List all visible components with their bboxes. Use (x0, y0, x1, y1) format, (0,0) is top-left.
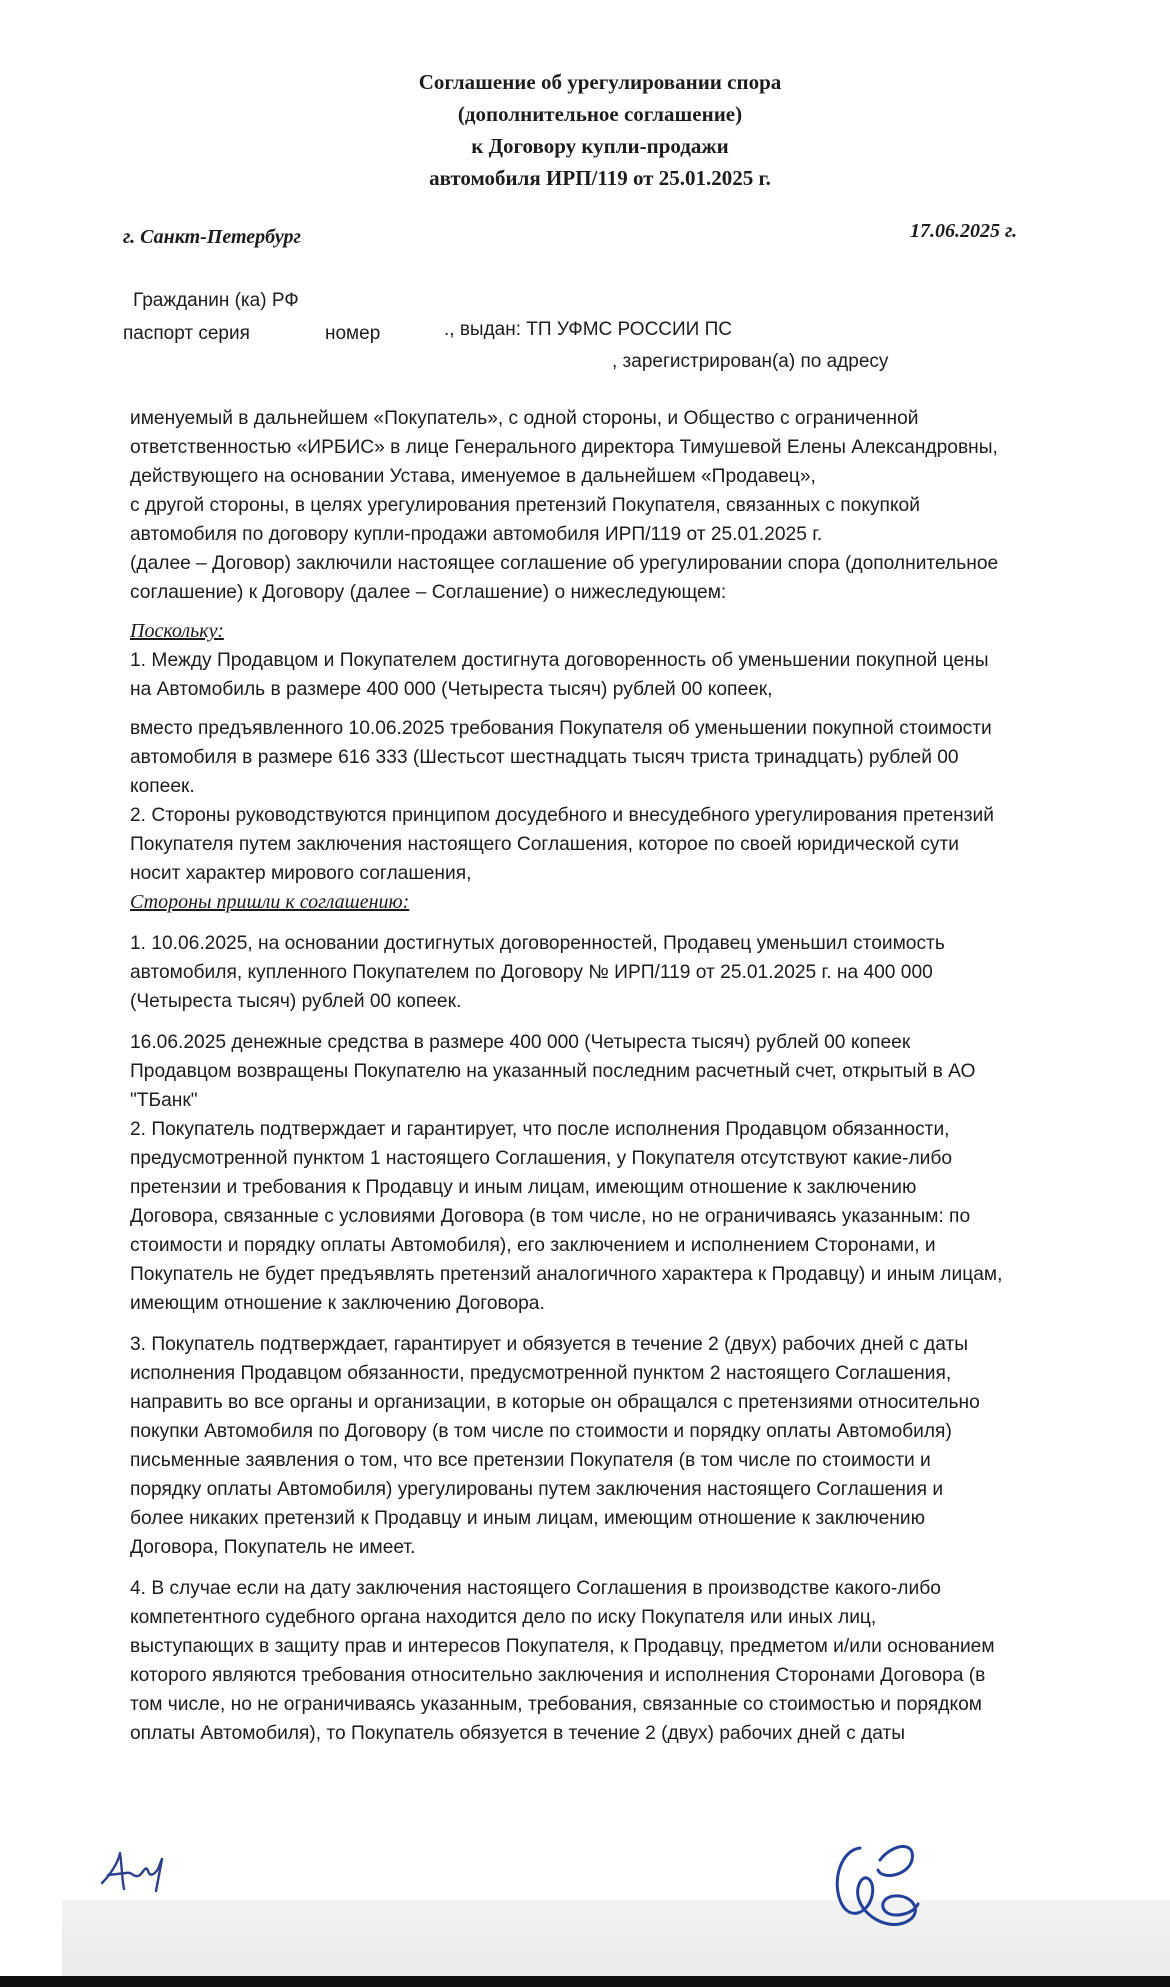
text-line: Договора, связанные с условиями Договора (в том числе, но не ограничиваясь указанным: по (130, 1206, 971, 1227)
text-line: том числе, но не ограничиваясь указанным, требования, связанные со стоимостью и порядком (130, 1694, 982, 1715)
text-line: порядку оплаты Автомобиля) урегулированы путем заключения настоящего Соглашения и (130, 1479, 944, 1500)
text-line: претензии и требования к Продавцу и иным лицам, имеющим отношение к заключению (130, 1177, 917, 1198)
text-line: "ТБанк" (130, 1090, 198, 1111)
text-line: именуемый в дальнейшем «Покупатель», с одной стороны, и Общество с ограниченной (130, 408, 919, 429)
text-line: компетентного судебного органа находится дело по иску Покупателя или иных лиц, (130, 1607, 877, 1628)
text-line: 2. Стороны руководствуются принципом досудебного и внесудебного урегулирования претензий (130, 805, 994, 826)
text-line: Покупатель не будет предъявлять претензий аналогичного характера к Продавцу) и иным лицам, (130, 1264, 1003, 1285)
document-title (300, 66, 900, 194)
text-line: 4. В случае если на дату заключения настоящего Соглашения в производстве какого-либо (130, 1578, 941, 1599)
clause-1-refund (130, 1028, 1090, 1115)
place-of-signing: г. Санкт-Петербург (123, 226, 301, 248)
text-line: носит характер мирового соглашения, (130, 863, 472, 884)
buyer-initials (96, 1845, 176, 1895)
passport-series-label: паспорт серия (123, 323, 250, 344)
title-line: (дополнительное соглашение) (457, 102, 743, 126)
text-line: стоимости и порядку оплаты Автомобиля), его заключением и исполнением Сторонами, и (130, 1235, 936, 1256)
text-line: автомобиля по договору купли-продажи автомобиля ИРП/119 от 25.01.2025 г. (130, 524, 823, 545)
text-line: направить во все органы и организации, в которые он обращался с претензиями относительно (130, 1392, 980, 1413)
document-date: 17.06.2025 г. (910, 220, 1018, 242)
text-line: оплаты Автомобиля), то Покупатель обязуется в течение 2 (двух) рабочих дней с даты (130, 1723, 906, 1744)
title-line: Соглашение об урегулировании спора (418, 70, 782, 94)
text-line: выступающих в защиту прав и интересов Покупателя, к Продавцу, предметом и/или основанием (130, 1636, 995, 1657)
text-line: автомобиля, купленного Покупателем по Договору № ИРП/119 от 25.01.2025 г. на 400 000 (130, 962, 933, 983)
whereas-item-1 (130, 646, 1090, 704)
text-line: исполнения Продавцом обязанности, предусмотренной пунктом 2 настоящего Соглашения, (130, 1363, 952, 1384)
clause-4 (130, 1574, 1090, 1748)
whereas-item-2 (130, 801, 1090, 888)
text-line: 2. Покупатель подтверждает и гарантирует, что после исполнения Продавцом обязанности, (130, 1119, 950, 1140)
text-line: с другой стороны, в целях урегулирования претензий Покупателя, связанных с покупкой (130, 495, 920, 516)
text-line: 1. 10.06.2025, на основании достигнутых договоренностей, Продавец уменьшил стоимость (130, 933, 945, 954)
text-line: Продавцом возвращены Покупателю на указанный последним расчетный счет, открытый в АО (130, 1061, 976, 1082)
text-line: автомобиля в размере 616 333 (Шестьсот шестнадцать тысяч триста тринадцать) рублей 00 (130, 747, 959, 768)
text-line: на Автомобиль в размере 400 000 (Четыреста тысяч) рублей 00 копеек, (130, 679, 773, 700)
whereas-item-1-continued (130, 714, 1090, 801)
text-line: Договора, Покупатель не имеет. (130, 1537, 416, 1558)
text-line: действующего на основании Устава, именуемое в дальнейшем «Продавец», (130, 466, 816, 487)
clause-3 (130, 1330, 1090, 1562)
text-line: соглашение) к Договору (далее – Соглашение) о нижеследующем: (130, 582, 727, 603)
agreed-heading: Стороны пришли к соглашению: (130, 891, 410, 913)
text-line: более никаких претензий к Продавцу и иным лицам, имеющим отношение к заключению (130, 1508, 925, 1529)
title-line: автомобиля ИРП/119 от 25.01.2025 г. (429, 166, 771, 190)
text-line: письменные заявления о том, что все претензии Покупателя (в том числе по стоимости и (130, 1450, 931, 1471)
title-line: к Договору купли-продажи (471, 134, 729, 158)
text-line: (Четыреста тысяч) рублей 00 копеек. (130, 991, 462, 1012)
document-body (130, 404, 1090, 1748)
page-bottom-margin (62, 1900, 1170, 1987)
registration-address-label: , зарегистрирован(а) по адресу (612, 351, 889, 372)
text-line: копеек. (130, 776, 195, 797)
scan-bottom-edge (0, 1976, 1170, 1987)
intro-paragraph (130, 404, 1090, 607)
seller-signature (820, 1830, 940, 1940)
passport-number-label: номер (325, 323, 381, 344)
text-line: имеющим отношение к заключению Договора. (130, 1293, 545, 1314)
text-line: покупки Автомобиля по Договору (в том числе по стоимости и порядку оплаты Автомобиля) (130, 1421, 952, 1442)
text-line: Покупателя путем заключения настоящего Соглашения, которое по своей юридической сути (130, 834, 960, 855)
text-line: которого являются требования относительно заключения и исполнения Сторонами Договора (в (130, 1665, 986, 1686)
text-line: (далее – Договор) заключили настоящее соглашение об урегулировании спора (дополнительное (130, 553, 999, 574)
text-line: предусмотренной пунктом 1 настоящего Соглашения, у Покупателя отсутствуют какие-либо (130, 1148, 953, 1169)
text-line: 3. Покупатель подтверждает, гарантирует и обязуется в течение 2 (двух) рабочих дней с даты (130, 1334, 969, 1355)
clause-1 (130, 929, 1090, 1016)
text-line: вместо предъявленного 10.06.2025 требования Покупателя об уменьшении покупной стоимости (130, 718, 992, 739)
citizen-label: Гражданин (ка) РФ (133, 290, 299, 311)
text-line: ответственностью «ИРБИС» в лице Генерального директора Тимушевой Елены Александровны, (130, 437, 998, 458)
text-line: 16.06.2025 денежные средства в размере 400 000 (Четыреста тысяч) рублей 00 копеек (130, 1032, 911, 1053)
text-line: 1. Между Продавцом и Покупателем достигнута договоренность об уменьшении покупной цены (130, 650, 989, 671)
clause-2 (130, 1115, 1090, 1318)
whereas-heading: Поскольку: (130, 620, 224, 642)
passport-issued-by: ., выдан: ТП УФМС РОССИИ ПС (444, 319, 732, 340)
